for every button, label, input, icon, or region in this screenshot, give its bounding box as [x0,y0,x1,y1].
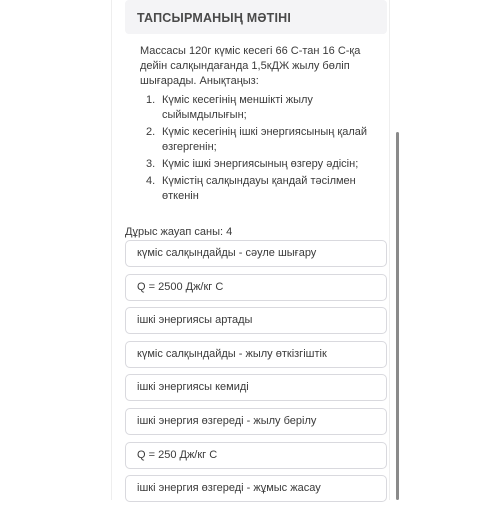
task-question: Күмістің салқындауы қандай тәсілмен өткенін [162,175,356,202]
answer-option[interactable]: ішкі энергиясы артады [125,307,387,334]
task-questions [140,93,380,204]
answer-option[interactable]: күміс салқындайды - сәуле шығару [125,240,387,267]
task-question: Күміс кесегінің ішкі энергиясының қалай өзгергенін; [162,126,367,153]
answer-option[interactable]: ішкі энергиясы кемиді [125,374,387,401]
answer-option[interactable]: Q = 250 Дж/кг С [125,442,387,469]
task-question: Күміс кесегінің меншікті жылу сыйымдылығын; [162,94,313,121]
answer-option[interactable]: ішкі энергия өзгереді - жұмыс жасау [125,475,387,502]
task-card [125,0,387,228]
correct-answers-count: Дұрыс жауап саны: 4 [125,226,233,238]
answer-option[interactable]: Q = 2500 Дж/кг С [125,274,387,301]
answer-option[interactable]: күміс салқындайды - жылу өткізгіштік [125,341,387,368]
left-divider [111,0,112,500]
task-header [125,0,387,34]
right-divider [389,0,390,500]
task-intro: Массасы 120г күміс кесегі 66 С-тан 16 С-қа дейін салқындағанда 1,5кДЖ жылу бөліп шығарады. Анықтаңыз: [140,45,361,87]
answer-option[interactable]: ішкі энергия өзгереді - жылу берілу [125,408,387,435]
task-body [140,44,380,206]
scrollbar[interactable] [396,132,399,500]
task-question: Күміс ішкі энергиясының өзгеру әдісін; [162,158,359,170]
answer-options [125,240,387,509]
task-title: ТАПСЫРМАНЫҢ МӘТІНІ [137,11,292,25]
